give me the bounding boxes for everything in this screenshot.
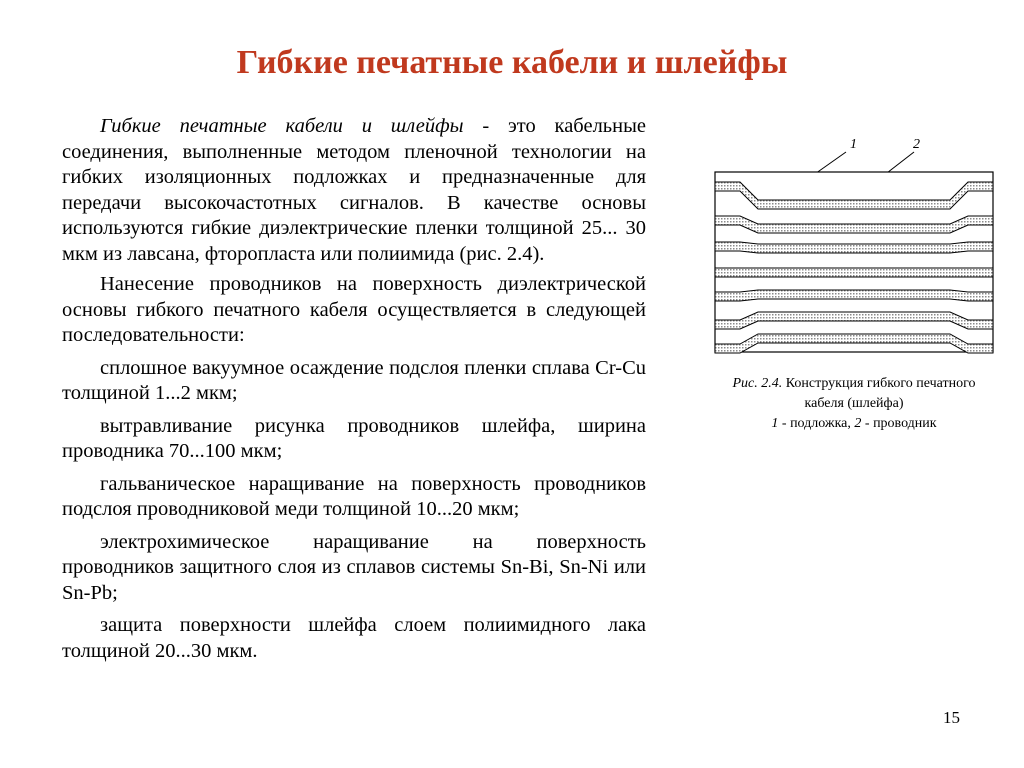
conductor-5	[715, 290, 993, 301]
legend-2-text: - проводник	[861, 416, 937, 431]
legend-2-num: 2	[854, 416, 862, 431]
intro-paragraph	[62, 114, 646, 267]
legend-1-text: - подложка,	[778, 416, 855, 431]
conductor-3	[715, 242, 993, 253]
caption-ref: Рис. 2.4.	[732, 376, 783, 391]
step-item-5: защита поверхности шлейфа слоем полиимидного лака толщиной 20...30 мкм.	[62, 614, 646, 662]
step-item-1: сплошное вакуумное осаждение подслоя пленки сплава Cr-Cu толщиной 1...2 мкм;	[62, 356, 646, 404]
caption-legend	[712, 414, 996, 434]
step-item-3: гальваническое наращивание на поверхность проводников подслоя проводниковой меди толщиной 10...20 мкм;	[62, 472, 646, 520]
figure-caption	[712, 374, 996, 434]
legend-1-num: 1	[771, 416, 779, 431]
page-number: 15	[943, 708, 960, 727]
intro-text: - это кабельные соединения, выполненные методом пленочной технологии на гибких изоляционных подложках и предназначенные для передачи высокочастотных сигналов. В качестве основы используются гибкие диэлектрические пленки толщиной 25... 30 мкм из лавсана, фторопласта или полиимида (рис. 2.4).	[62, 115, 646, 265]
cable-diagram	[712, 134, 996, 356]
conductor-4	[715, 268, 993, 277]
caption-title: Конструкция гибкого печатного кабеля (шлейфа)	[782, 376, 976, 411]
intro-term: Гибкие печатные кабели и шлейфы	[100, 115, 464, 137]
step-item-4: электрохимическое наращивание на поверхность проводников защитного слоя из сплавов системы Sn-Bi, Sn-Ni или Sn-Pb;	[62, 530, 646, 604]
process-intro-paragraph: Нанесение проводников на поверхность диэлектрической основы гибкого печатного кабеля осуществляется в следующей последовательности:	[62, 273, 646, 346]
caption-line-1	[712, 374, 996, 414]
figure-label-1: 1	[850, 137, 857, 152]
step-item-2: вытравливание рисунка проводников шлейфа, ширина проводника 70...100 мкм;	[62, 414, 646, 462]
cable-figure	[712, 134, 996, 356]
figure-label-2: 2	[913, 137, 920, 152]
body-text	[62, 114, 646, 671]
page-title: Гибкие печатные кабели и шлейфы	[236, 44, 788, 81]
